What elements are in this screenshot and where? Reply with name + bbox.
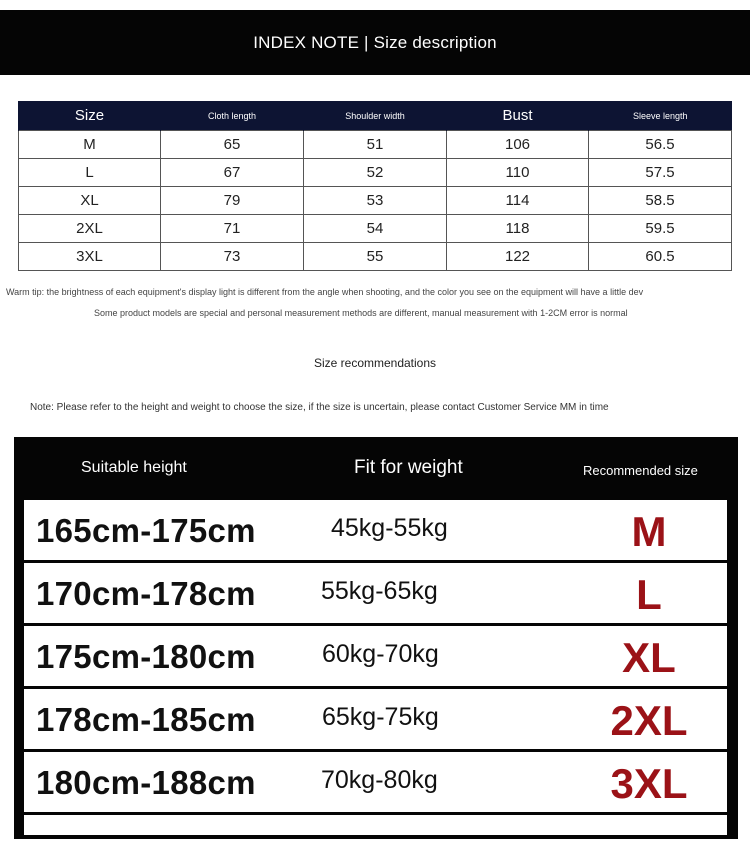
column-header-bust: Bust (447, 101, 589, 131)
weight-range: 70kg-80kg (321, 766, 438, 794)
recommended-size: XL (622, 634, 676, 681)
weight-range: 55kg-65kg (321, 577, 438, 605)
height-range: 178cm-185cm (36, 701, 256, 738)
table-cell: 114 (447, 187, 589, 215)
table-cell: 118 (447, 215, 589, 243)
size-table-header (19, 101, 732, 131)
table-end-strip (24, 815, 727, 835)
warm-tip: Warm tip: the brightness of each equipment's display light is different from the angle when shooting, and the color you see on the equipment will have a little dev (6, 287, 644, 297)
table-cell: 55 (304, 243, 447, 271)
table-row (19, 187, 732, 215)
table-cell: 110 (447, 159, 589, 187)
recommendation-rows (24, 500, 727, 835)
table-cell: 53 (304, 187, 447, 215)
table-cell: 67 (161, 159, 304, 187)
weight-range: 65kg-75kg (322, 703, 439, 731)
table-cell: 2XL (19, 215, 161, 243)
measurement-tip: Some product models are special and personal measurement methods are different, manual measurement with 1-2CM error is normal (94, 308, 628, 318)
table-cell: M (19, 131, 161, 159)
size-table (18, 101, 732, 271)
column-header-length: Cloth length (161, 101, 304, 131)
recommendations-title: Size recommendations (313, 356, 437, 370)
list-item (24, 500, 727, 560)
height-range: 170cm-178cm (36, 575, 256, 612)
column-header-shoulder: Shoulder width (304, 101, 447, 131)
table-cell: 3XL (19, 243, 161, 271)
recommended-size: 2XL (610, 697, 688, 744)
column-header-size: Size (19, 101, 161, 131)
header-fit-weight: Fit for weight (354, 457, 463, 478)
table-cell: 59.5 (589, 215, 732, 243)
table-row (19, 131, 732, 159)
table-cell: 73 (161, 243, 304, 271)
recommended-size: M (631, 508, 667, 555)
table-cell: 58.5 (589, 187, 732, 215)
table-row (19, 215, 732, 243)
column-header-sleeve: Sleeve length (589, 101, 732, 131)
recommended-size: L (636, 571, 662, 618)
height-range: 175cm-180cm (36, 638, 256, 675)
list-item (24, 626, 727, 686)
table-cell: 122 (447, 243, 589, 271)
height-range: 180cm-188cm (36, 764, 256, 801)
table-cell: L (19, 159, 161, 187)
header-recommended-size: Recommended size (583, 463, 698, 478)
table-cell: 56.5 (589, 131, 732, 159)
recommendation-note: Note: Please refer to the height and weight to choose the size, if the size is uncertain, please contact Customer Service MM in time (30, 402, 609, 413)
header-suitable-height: Suitable height (81, 459, 187, 476)
weight-range: 60kg-70kg (322, 640, 439, 668)
list-item (24, 689, 727, 749)
table-cell: 106 (447, 131, 589, 159)
table-cell: 51 (304, 131, 447, 159)
page-title: INDEX NOTE | Size description (253, 32, 497, 52)
table-cell: 71 (161, 215, 304, 243)
table-row (19, 243, 732, 271)
recommendation-panel (14, 437, 738, 839)
table-cell: 52 (304, 159, 447, 187)
list-item (24, 752, 727, 812)
title-banner (0, 10, 750, 75)
table-cell: 54 (304, 215, 447, 243)
table-cell: 79 (161, 187, 304, 215)
recommended-size: 3XL (610, 760, 688, 807)
table-cell: XL (19, 187, 161, 215)
list-item (24, 563, 727, 623)
table-cell: 65 (161, 131, 304, 159)
table-cell: 60.5 (589, 243, 732, 271)
height-range: 165cm-175cm (36, 512, 256, 549)
weight-range: 45kg-55kg (331, 514, 448, 542)
table-row (19, 159, 732, 187)
table-cell: 57.5 (589, 159, 732, 187)
